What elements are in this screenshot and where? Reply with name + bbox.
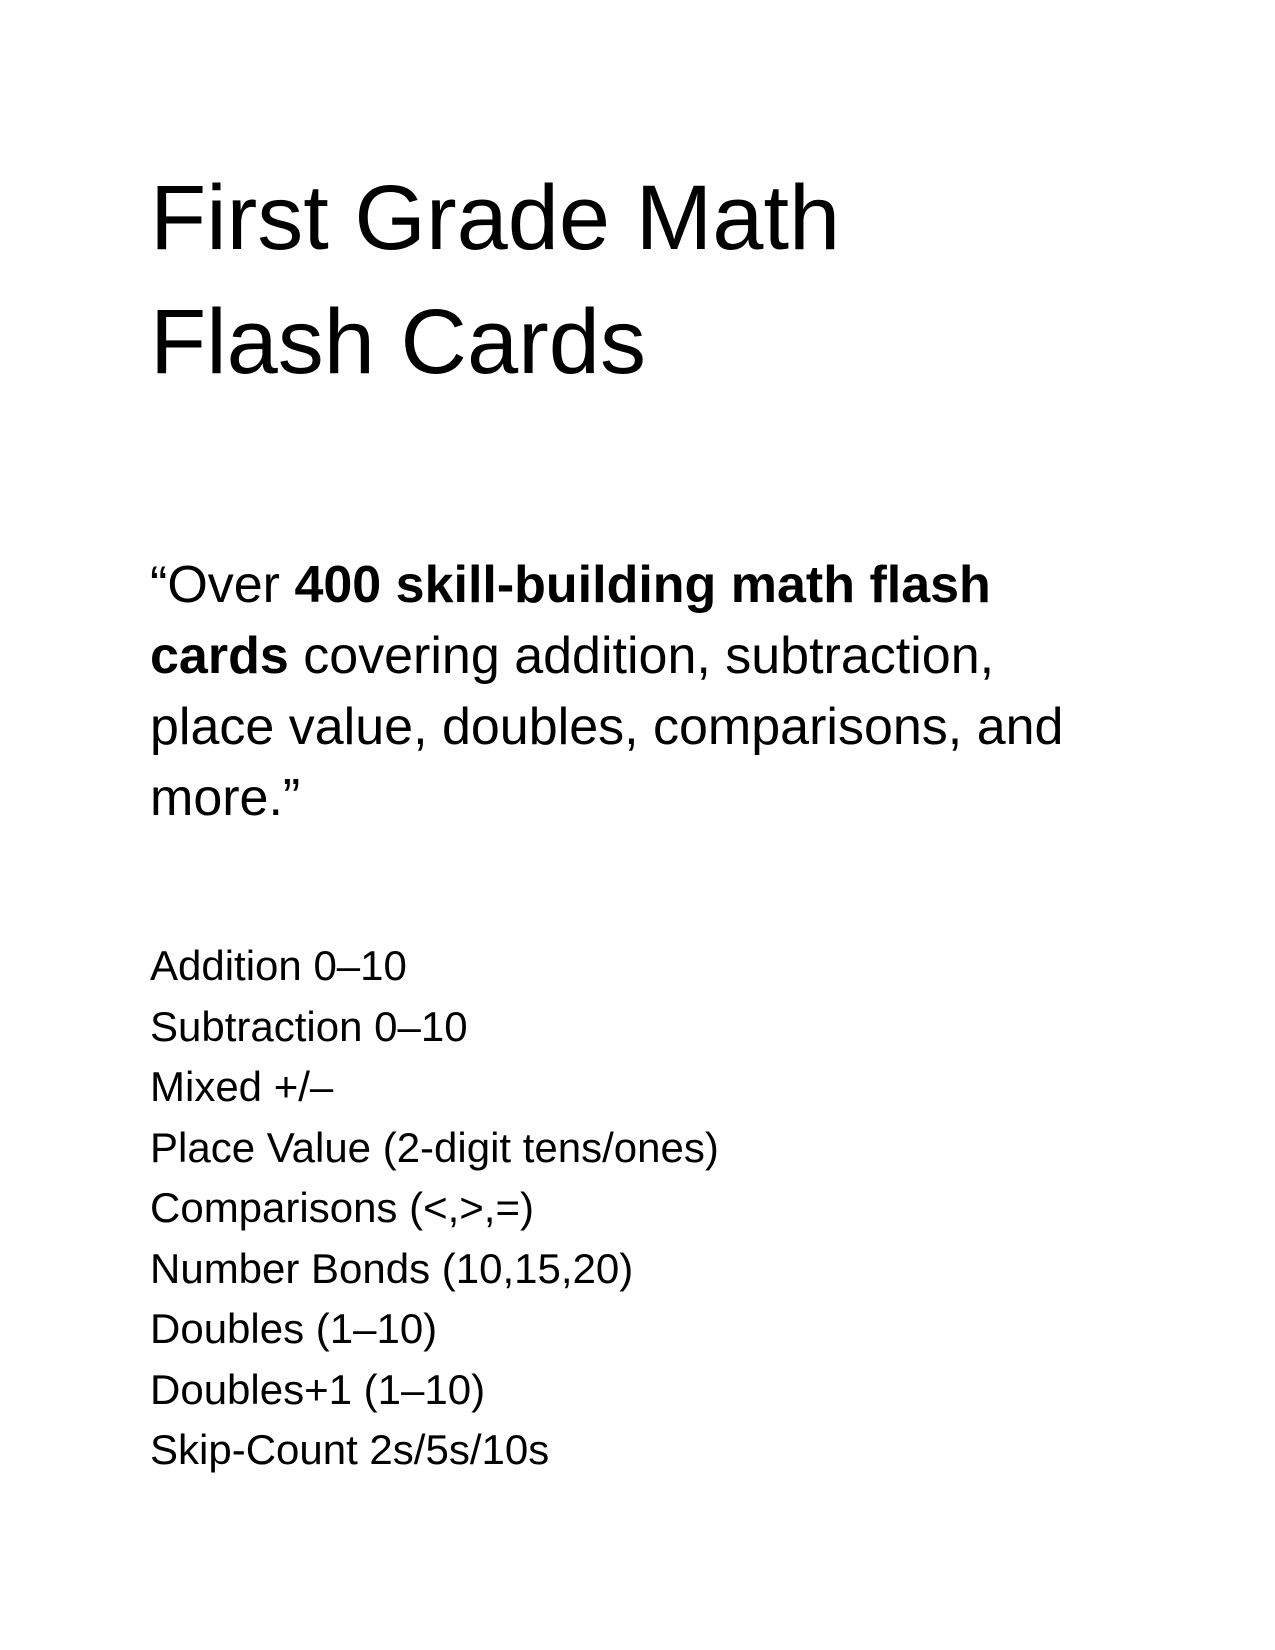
description-quote (150, 550, 1110, 834)
quote-lead-text: “Over (150, 556, 295, 614)
title-line-2: Flash Cards (150, 291, 646, 393)
topic-item: Mixed +/– (150, 1063, 334, 1110)
topic-item: Number Bonds (10,15,20) (150, 1244, 634, 1292)
topic-item: Comparisons (<,>,=) (150, 1184, 534, 1231)
topic-item: Doubles (1–10) (150, 1305, 438, 1352)
quote-rest-text: covering addition, subtraction, place value, doubles, comparisons, and more.” (150, 627, 1064, 827)
page-title (150, 156, 840, 404)
topic-item: Doubles+1 (1–10) (150, 1365, 486, 1413)
topic-item: Addition 0–10 (150, 942, 407, 989)
title-line-1: First Grade Math (150, 167, 841, 269)
topic-item: Subtraction 0–10 (150, 1002, 468, 1050)
quote-bold-text: 400 skill-building math flash cards (150, 556, 991, 685)
topic-item: Skip-Count 2s/5s/10s (150, 1426, 550, 1473)
topic-item: Place Value (2-digit tens/ones) (150, 1123, 719, 1171)
topic-list (150, 936, 719, 1481)
